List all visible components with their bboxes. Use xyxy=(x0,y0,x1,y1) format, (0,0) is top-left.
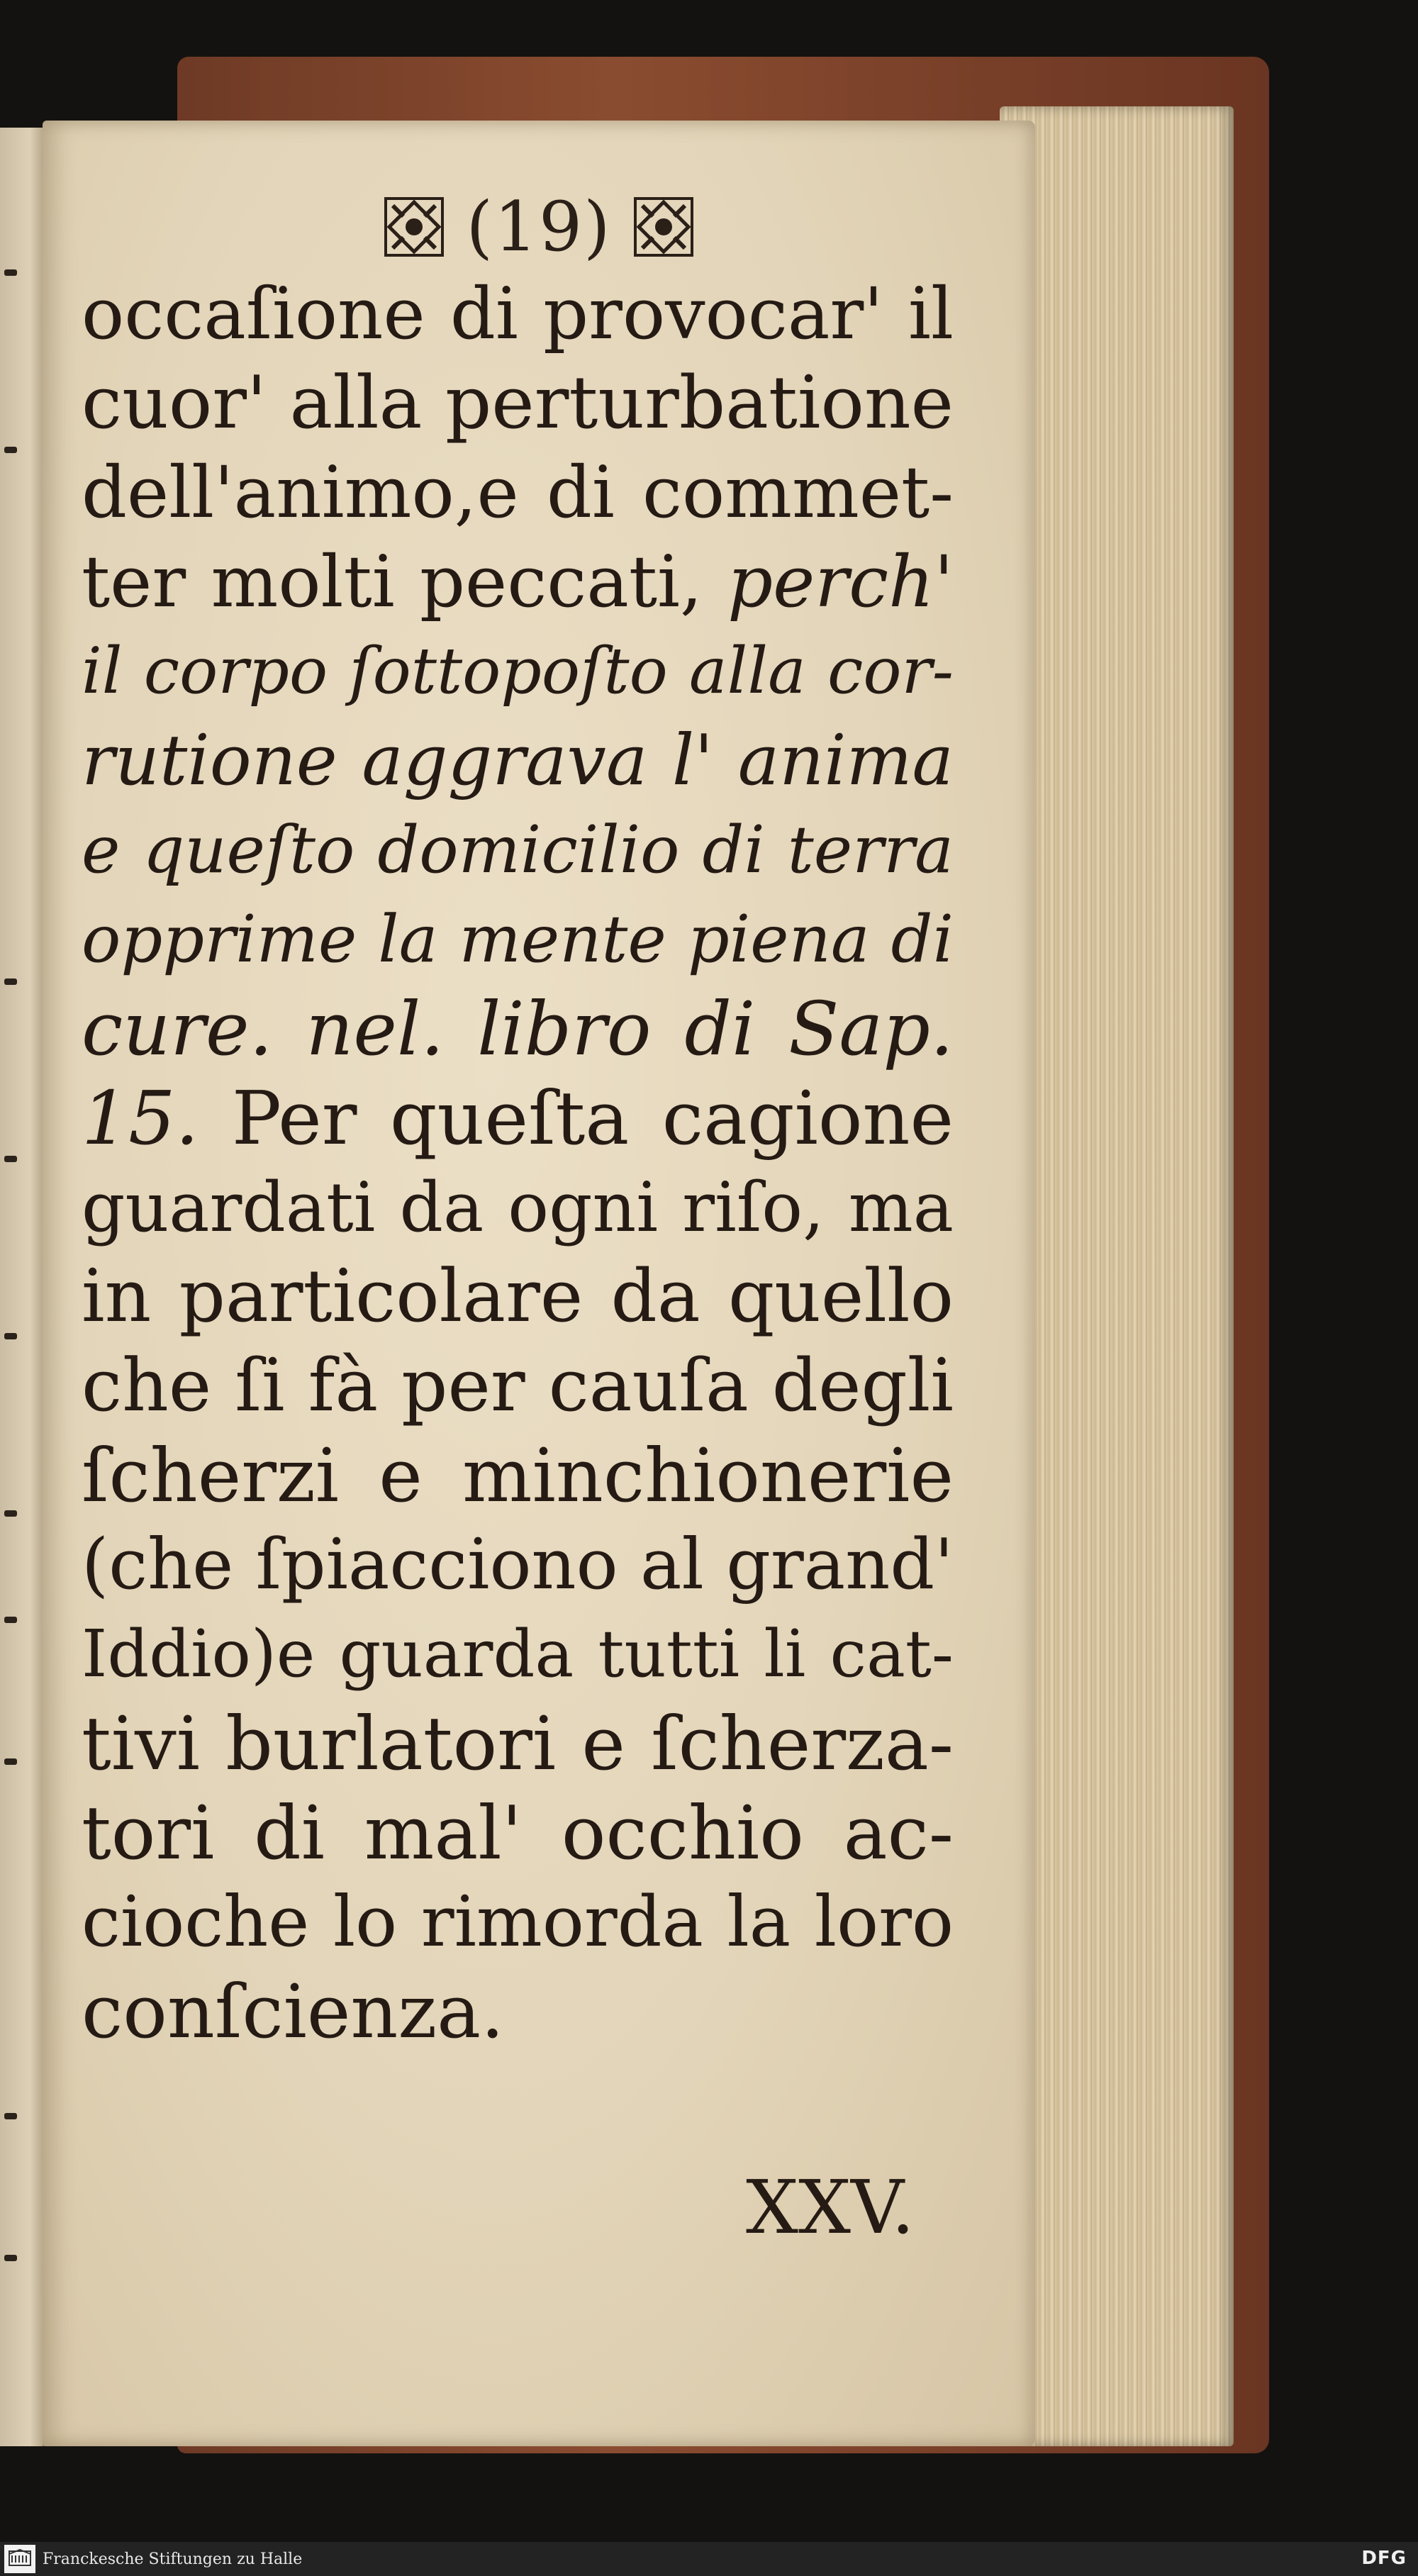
text-line-segment: 15. xyxy=(82,1075,199,1161)
text-line: rutione aggrava l' anima xyxy=(82,720,954,801)
text-line: e queſto domicilio di terra xyxy=(82,812,954,888)
institution-logo-icon xyxy=(4,2545,35,2573)
page-number: (19) xyxy=(466,187,612,267)
text-line: guardati da ogni riſo, ma xyxy=(82,1168,954,1247)
facing-page-mark xyxy=(4,1617,17,1623)
text-line: in particolare da quello xyxy=(82,1254,954,1339)
facing-page-mark xyxy=(4,2113,17,2119)
facing-page-mark xyxy=(4,1333,17,1339)
text-line: occaſione di provocar' il xyxy=(82,272,954,355)
funder-logo: DFG xyxy=(1361,2548,1407,2569)
text-line: Iddio)e guarda tutti li cat- xyxy=(82,1616,954,1692)
text-line: ſcherzi e minchionerie xyxy=(82,1432,954,1519)
text-line xyxy=(82,1074,954,1163)
text-line: che ſi fà per cauſa degli xyxy=(82,1344,954,1428)
facing-page-mark xyxy=(4,269,17,276)
text-line: (che ſpiacciono al grand' xyxy=(82,1524,954,1605)
text-line: dell'animo,e di commet- xyxy=(82,451,954,534)
facing-page-mark xyxy=(4,1510,17,1517)
text-line: cure. nel. libro di Sap. xyxy=(82,986,954,1072)
text-line: il corpo ſottopoſto alla cor- xyxy=(82,634,954,708)
text-line: opprime la mente piena di xyxy=(82,901,954,977)
facing-page-edge xyxy=(0,128,44,2446)
text-line: tori di mal' occhio ac- xyxy=(82,1790,954,1876)
book-page xyxy=(43,121,1035,2446)
text-line: tivi burlatori e ſcherza- xyxy=(82,1700,954,1787)
text-line-segment: ter molti peccati, xyxy=(82,540,703,623)
text-line-segment: Per queſta cagione xyxy=(199,1075,954,1161)
viewer-footer xyxy=(0,2542,1418,2576)
facing-page-mark xyxy=(4,2255,17,2261)
page-header xyxy=(354,188,723,266)
text-line xyxy=(82,537,954,627)
fleuron-ornament-icon xyxy=(632,195,696,259)
text-line-segment: perch' xyxy=(702,540,954,623)
institution-credit: Franckesche Stiftungen zu Halle xyxy=(43,2550,303,2568)
facing-page-mark xyxy=(4,1156,17,1162)
fleuron-ornament-icon xyxy=(382,195,446,259)
catchword: XXV. xyxy=(745,2164,915,2251)
text-line: cioche lo rimorda la loro xyxy=(82,1882,954,1963)
body-text xyxy=(82,269,954,2056)
text-line: cuor' alla perturbatione xyxy=(82,361,954,445)
text-line: conſcienza. xyxy=(82,1968,505,2055)
facing-page-mark xyxy=(4,447,17,453)
facing-page-mark xyxy=(4,1758,17,1765)
facing-page-mark xyxy=(4,978,17,985)
